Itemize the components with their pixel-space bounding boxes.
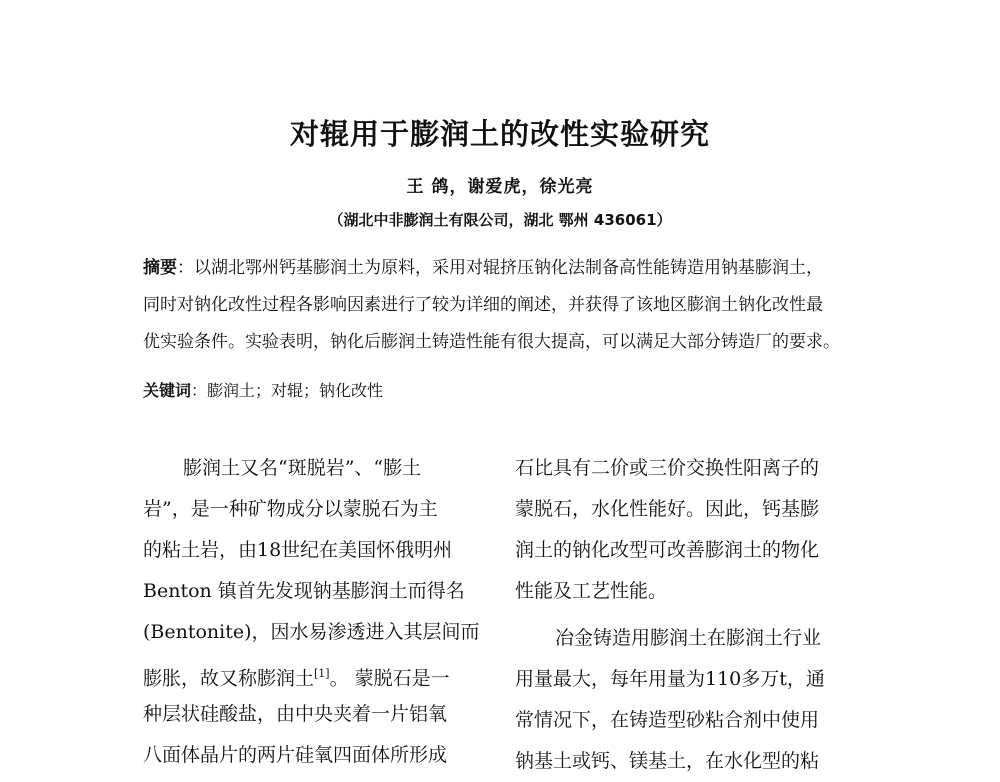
body-line: 蒙脱石，水化性能好。因此，钙基膨	[515, 498, 820, 520]
keywords-label: 关键词	[143, 381, 192, 400]
keywords-text: 膨润土；对辊；钠化改性	[207, 381, 384, 400]
body-line: 钠基土或钙、镁基土，在水化型的粘	[515, 750, 820, 772]
body-line: 的粘土岩，由18世纪在美国怀俄明州	[143, 539, 453, 561]
authors: 王 鸽，谢爱虎，徐光亮	[406, 177, 594, 197]
body-line: 八面体晶片的两片硅氧四面体所形成	[143, 744, 448, 766]
abstract-separator: ：	[177, 258, 194, 278]
body-line: (Bentonite)，因水易渗透进入其层间而	[143, 621, 480, 643]
body-line	[143, 653, 488, 694]
abstract-label: 摘要	[143, 258, 177, 278]
body-column-right	[515, 448, 860, 782]
body-line: 冶金铸造用膨润土在膨润土行业	[555, 627, 822, 649]
body-line: 性能及工艺性能。	[515, 580, 668, 602]
body-line: 岩”，是一种矿物成分以蒙脱石为主	[143, 498, 438, 520]
body-line: 膨润土又名“斑脱岩”、“膨土	[183, 457, 422, 479]
body-line: Benton 镇首先发现钠基膨润土而得名	[143, 580, 465, 602]
paper-title: 对辊用于膨润土的改性实验研究	[289, 117, 710, 151]
keywords	[143, 378, 383, 401]
abstract-line-1	[143, 250, 863, 287]
body-text: 。 蒙脱石是一	[329, 667, 450, 690]
body-line: 石比具有二价或三价交换性阳离子的	[515, 457, 820, 479]
body-column-left	[143, 448, 488, 776]
keywords-separator: ：	[191, 381, 208, 400]
abstract	[143, 250, 863, 361]
body-line: 常情况下，在铸造型砂粘合剂中使用	[515, 709, 820, 731]
citation-ref[interactable]: [1]	[314, 667, 330, 680]
body-line: 用量最大，每年用量为110多万t，通	[515, 668, 825, 690]
abstract-line-2: 同时对钠化改性过程各影响因素进行了较为详细的阐述，并获得了该地区膨润土钠化改性最	[143, 295, 823, 315]
affiliation: （湖北中非膨润土有限公司，湖北 鄂州 436061）	[328, 211, 672, 229]
abstract-text: 以湖北鄂州钙基膨润土为原料，采用对辊挤压钠化法制备高性能铸造用钠基膨润土，	[194, 258, 823, 278]
body-line: 润土的钠化改型可改善膨润土的物化	[515, 539, 820, 561]
body-line: 种层状硅酸盐，由中央夹着一片铝氧	[143, 703, 448, 725]
abstract-line-3: 优实验条件。实验表明，钠化后膨润土铸造性能有很大提高，可以满足大部分铸造厂的要求。	[143, 332, 840, 352]
body-text: 膨胀，故又称膨润土	[143, 667, 315, 690]
